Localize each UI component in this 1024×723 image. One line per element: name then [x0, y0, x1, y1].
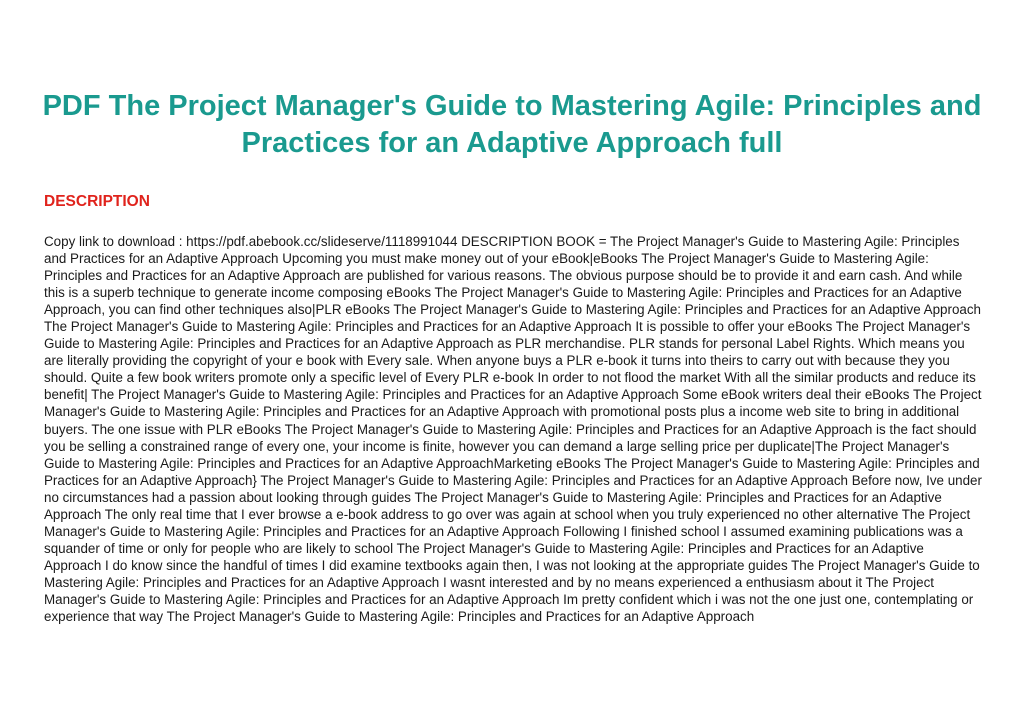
page-title: PDF The Project Manager's Guide to Mastering Agile: Principles and Practices for an Adaptive Approach full [42, 90, 982, 159]
description-body-text: Copy link to download : https://pdf.abebook.cc/slideserve/1118991044 DESCRIPTION BOOK = The Project Manager's Guide to Mastering Agile: Principles and Practices for an Adaptive Approach Upcoming you must make money out of your eBook|eBooks The Project Manager's Guide to Mastering Agile: Principles and Practices for an Adaptive Approach are published for various reasons. The obvious purpose should be to provide it and earn cash. And while this is a superb technique to generate income composing eBooks The Project Manager's Guide to Mastering Agile: Principles and Practices for an Adaptive Approach, you can find other techniques also|PLR eBooks The Project Manager's Guide to Mastering Agile: Principles and Practices for an Adaptive Approach The Project Manager's Guide to Mastering Agile: Principles and Practices for an Adaptive Approach It is possible to offer your eBooks The Project Manager's Guide to Mastering Agile: Principles and Practices for an Adaptive Approach as PLR merchandise. PLR stands for personal Label Rights. Which means you are literally providing the copyright of your e book with Every sale. When anyone buys a PLR e-book it turns into theirs to carry out with because they you should. Quite a few book writers promote only a specific level of Every PLR e-book In order to not flood the market With all the similar products and reduce its benefit| The Project Manager's Guide to Mastering Agile: Principles and Practices for an Adaptive Approach Some eBook writers deal their eBooks The Project Manager's Guide to Mastering Agile: Principles and Practices for an Adaptive Approach with promotional posts plus a income web site to bring in additional buyers. The one issue with PLR eBooks The Project Manager's Guide to Mastering Agile: Principles and Practices for an Adaptive Approach is the fact should you be selling a constrained range of every one, your income is finite, however you can demand a large selling price per duplicate|The Project Manager's Guide to Mastering Agile: Principles and Practices for an Adaptive ApproachMarketing eBooks The Project Manager's Guide to Mastering Agile: Principles and Practices for an Adaptive Approach} The Project Manager's Guide to Mastering Agile: Principles and Practices for an Adaptive Approach Before now, Ive under no circumstances had a passion about looking through guides The Project Manager's Guide to Mastering Agile: Principles and Practices for an Adaptive Approach The only real time that I ever browse a e-book address to go over was again at school when you truly experienced no other alternative The Project Manager's Guide to Mastering Agile: Principles and Practices for an Adaptive Approach Following I finished school I assumed examining publications was a squander of time or only for people who are likely to school The Project Manager's Guide to Mastering Agile: Principles and Practices for an Adaptive Approach I do know since the handful of times I did examine textbooks again then, I was not looking at the appropriate guides The Project Manager's Guide to Mastering Agile: Principles and Practices for an Adaptive Approach I wasnt interested and by no means experienced a enthusiasm about it The Project Manager's Guide to Mastering Agile: Principles and Practices for an Adaptive Approach Im pretty confident which i was not the one just one, contemplating or experience that way The Project Manager's Guide to Mastering Agile: Principles and Practices for an Adaptive Approach [44, 234, 982, 625]
section-heading-description: DESCRIPTION [44, 193, 150, 210]
